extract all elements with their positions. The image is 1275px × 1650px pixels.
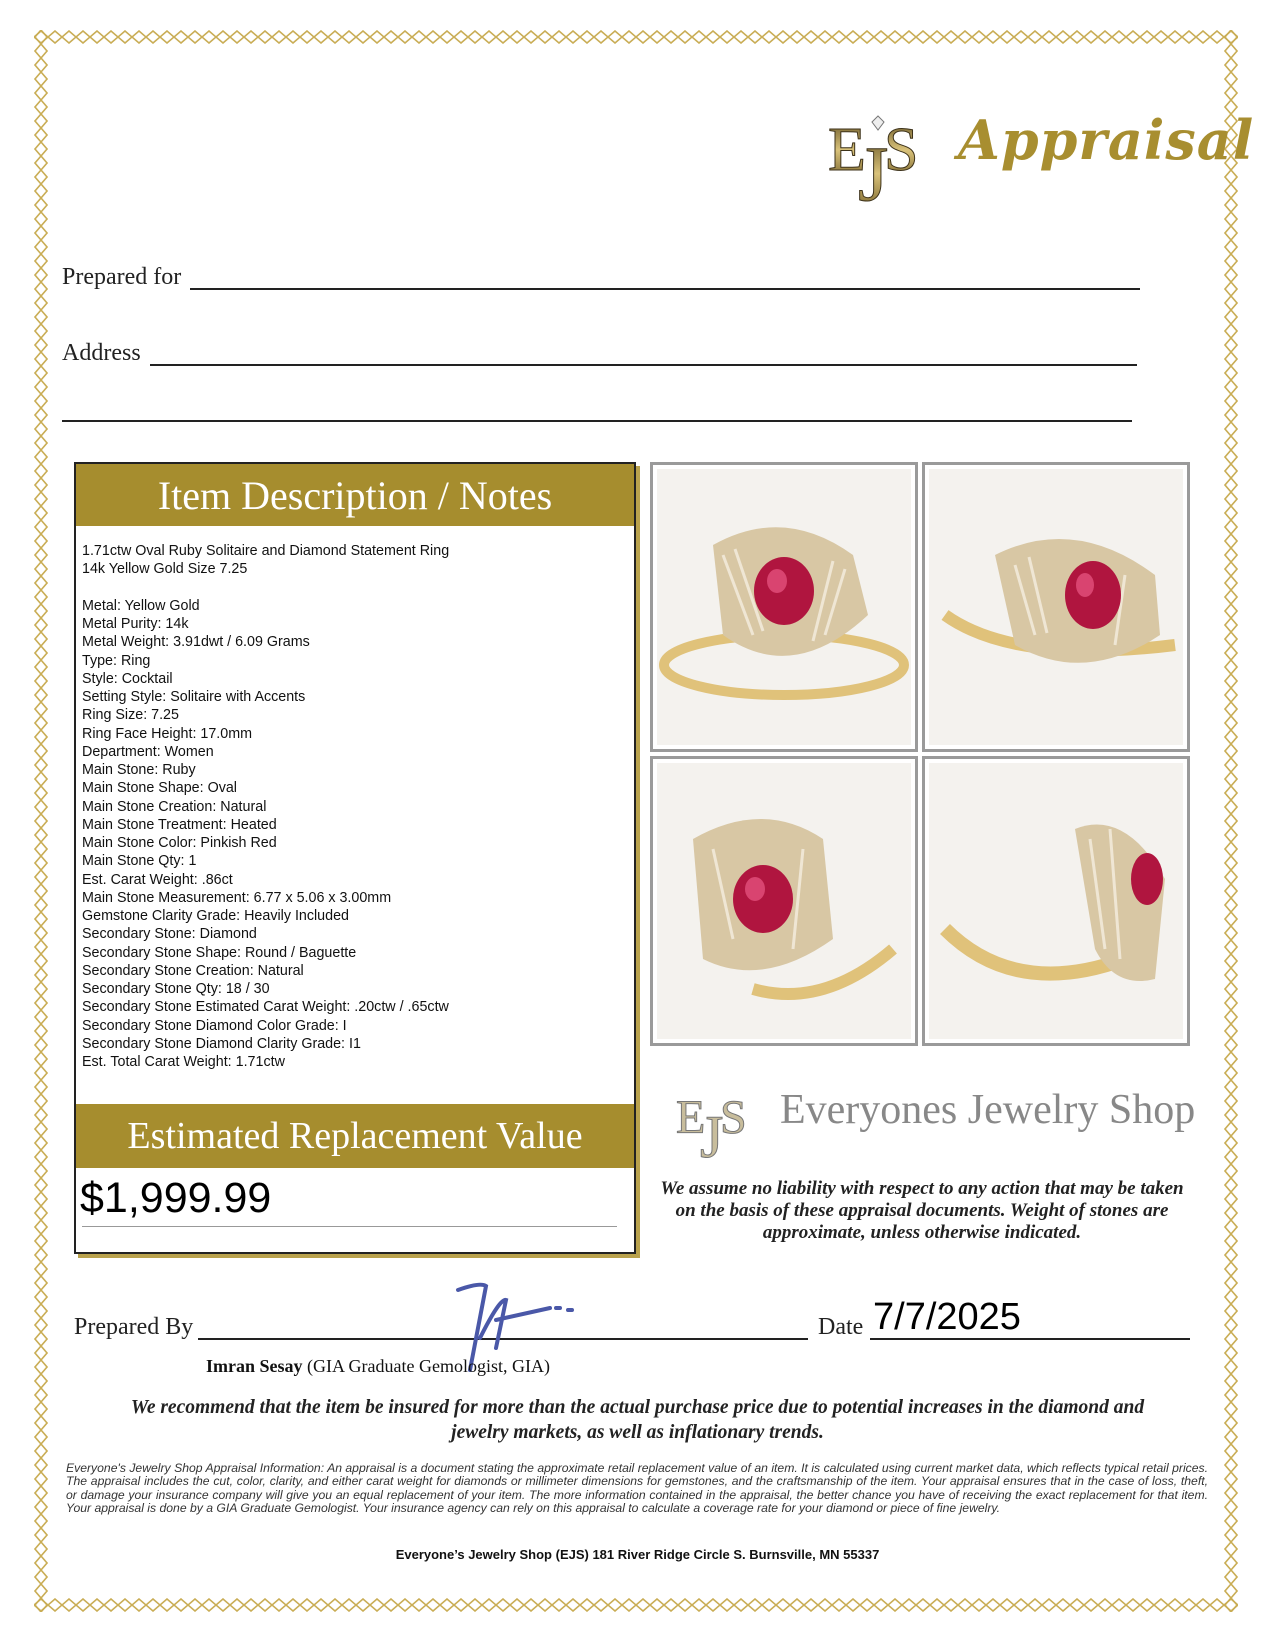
- description-line: [82, 579, 622, 597]
- address-line[interactable]: [150, 364, 1137, 366]
- ring-photo-side: [922, 756, 1190, 1046]
- description-line: Style: Cocktail: [82, 670, 173, 687]
- description-line: Main Stone Measurement: 6.77 x 5.06 x 3.00mm: [82, 889, 392, 906]
- description-line: Main Stone Shape: Oval: [82, 780, 237, 797]
- description-line: Type: Ring: [82, 652, 151, 669]
- replacement-value-header: Estimated Replacement Value: [76, 1104, 634, 1168]
- svg-text:J: J: [858, 130, 889, 217]
- description-line: Metal Purity: 14k: [82, 616, 189, 632]
- description-line: Main Stone Treatment: Heated: [82, 816, 277, 833]
- replacement-value: $1,999.99: [80, 1174, 272, 1222]
- svg-text:S: S: [720, 1091, 747, 1144]
- shop-name: Everyones Jewelry Shop: [780, 1087, 1196, 1133]
- description-line: Secondary Stone Qty: 18 / 30: [82, 981, 270, 997]
- prepared-for-line[interactable]: [190, 288, 1140, 290]
- ejs-logo-icon: [828, 108, 928, 218]
- item-description-text: [82, 542, 622, 1071]
- address-line-2[interactable]: [62, 420, 1132, 422]
- description-line: Department: Women: [82, 743, 214, 760]
- svg-text:S: S: [884, 116, 919, 184]
- appraisal-title: Appraisal: [958, 108, 1255, 172]
- item-description-header: Item Description / Notes: [76, 464, 634, 526]
- replacement-value-line: [82, 1226, 617, 1227]
- date-label: Date: [818, 1314, 864, 1340]
- description-line: Secondary Stone Creation: Natural: [82, 962, 304, 979]
- ring-photo-angle: [922, 462, 1190, 752]
- appraisal-information: Everyone's Jewelry Shop Appraisal Information: An appraisal is a document stating the approximate retail replacement value of an item. It is calculated using current market data, which reflects typical retail prices. The appraisal includes the cut, color, clarity, and either carat weight for diamonds or millimeter dimensions for gemstones, and the craftsmanship of the item. Your appraisal ensures that in the case of loss, theft, or damage your insurance company will give you an equal replacement of your item. The more information contained in the appraisal, the better chance you have of receiving the exact replacement for that item. Your appraisal is done by a GIA Graduate Gemologist. Your insurance agency can rely on this appraisal to calculate a coverage rate for your diamond or piece of fine jewelry.: [66, 1461, 1208, 1516]
- description-line: Ring Size: 7.25: [82, 707, 179, 724]
- description-line: Secondary Stone Diamond Clarity Grade: I1: [82, 1035, 361, 1052]
- description-line: Ring Face Height: 17.0mm: [82, 725, 253, 742]
- footer-address: Everyone’s Jewelry Shop (EJS) 181 River Ridge Circle S. Burnsville, MN 55337: [395, 1547, 880, 1562]
- date-value: 7/7/2025: [873, 1296, 1021, 1338]
- svg-text:E: E: [828, 116, 866, 184]
- item-description-box: [74, 462, 636, 1254]
- ring-photo-front: [650, 462, 918, 752]
- ring-photo-top: [650, 756, 918, 1046]
- prepared-for-label: Prepared for: [62, 264, 182, 290]
- signer: [206, 1356, 550, 1377]
- description-line: Est. Carat Weight: .86ct: [82, 871, 233, 888]
- description-line: Main Stone Qty: 1: [82, 853, 197, 870]
- description-line: Setting Style: Solitaire with Accents: [82, 689, 306, 705]
- description-line: Main Stone Creation: Natural: [82, 798, 267, 815]
- description-line: Metal: Yellow Gold: [82, 597, 200, 614]
- description-line: Secondary Stone Estimated Carat Weight: .20ctw / .65ctw: [82, 999, 449, 1016]
- insurance-recommendation: We recommend that the item be insured for more than the actual purchase price due to potential increases in the diamond and jewelry markets, as well as inflationary trends.: [130, 1397, 1145, 1443]
- signer-credentials: (GIA Graduate Gemologist, GIA): [307, 1356, 550, 1376]
- svg-text:E: E: [676, 1091, 706, 1144]
- description-line: 1.71ctw Oval Ruby Solitaire and Diamond Statement Ring: [82, 543, 450, 559]
- liability-disclaimer: We assume no liability with respect to any action that may be taken on the basis of these appraisal documents. Weight of stones are approximate, unless otherwise indicated.: [660, 1178, 1184, 1243]
- description-line: Main Stone: Ruby: [82, 762, 196, 778]
- date-line[interactable]: [870, 1338, 1190, 1340]
- description-line: Gemstone Clarity Grade: Heavily Included: [82, 908, 349, 924]
- address-label: Address: [62, 340, 141, 366]
- description-line: Metal Weight: 3.91dwt / 6.09 Grams: [82, 634, 310, 651]
- prepared-by-label: Prepared By: [74, 1314, 194, 1340]
- description-line: 14k Yellow Gold Size 7.25: [82, 561, 248, 578]
- signer-name: Imran Sesay: [206, 1356, 303, 1376]
- description-line: Est. Total Carat Weight: 1.71ctw: [82, 1054, 285, 1070]
- description-line: Main Stone Color: Pinkish Red: [82, 835, 277, 851]
- description-line: Secondary Stone Shape: Round / Baguette: [82, 944, 357, 961]
- svg-text:J: J: [700, 1104, 724, 1170]
- description-line: Secondary Stone: Diamond: [82, 926, 257, 943]
- description-line: Secondary Stone Diamond Color Grade: I: [82, 1017, 347, 1034]
- ejs-shop-logo-icon: [676, 1085, 756, 1171]
